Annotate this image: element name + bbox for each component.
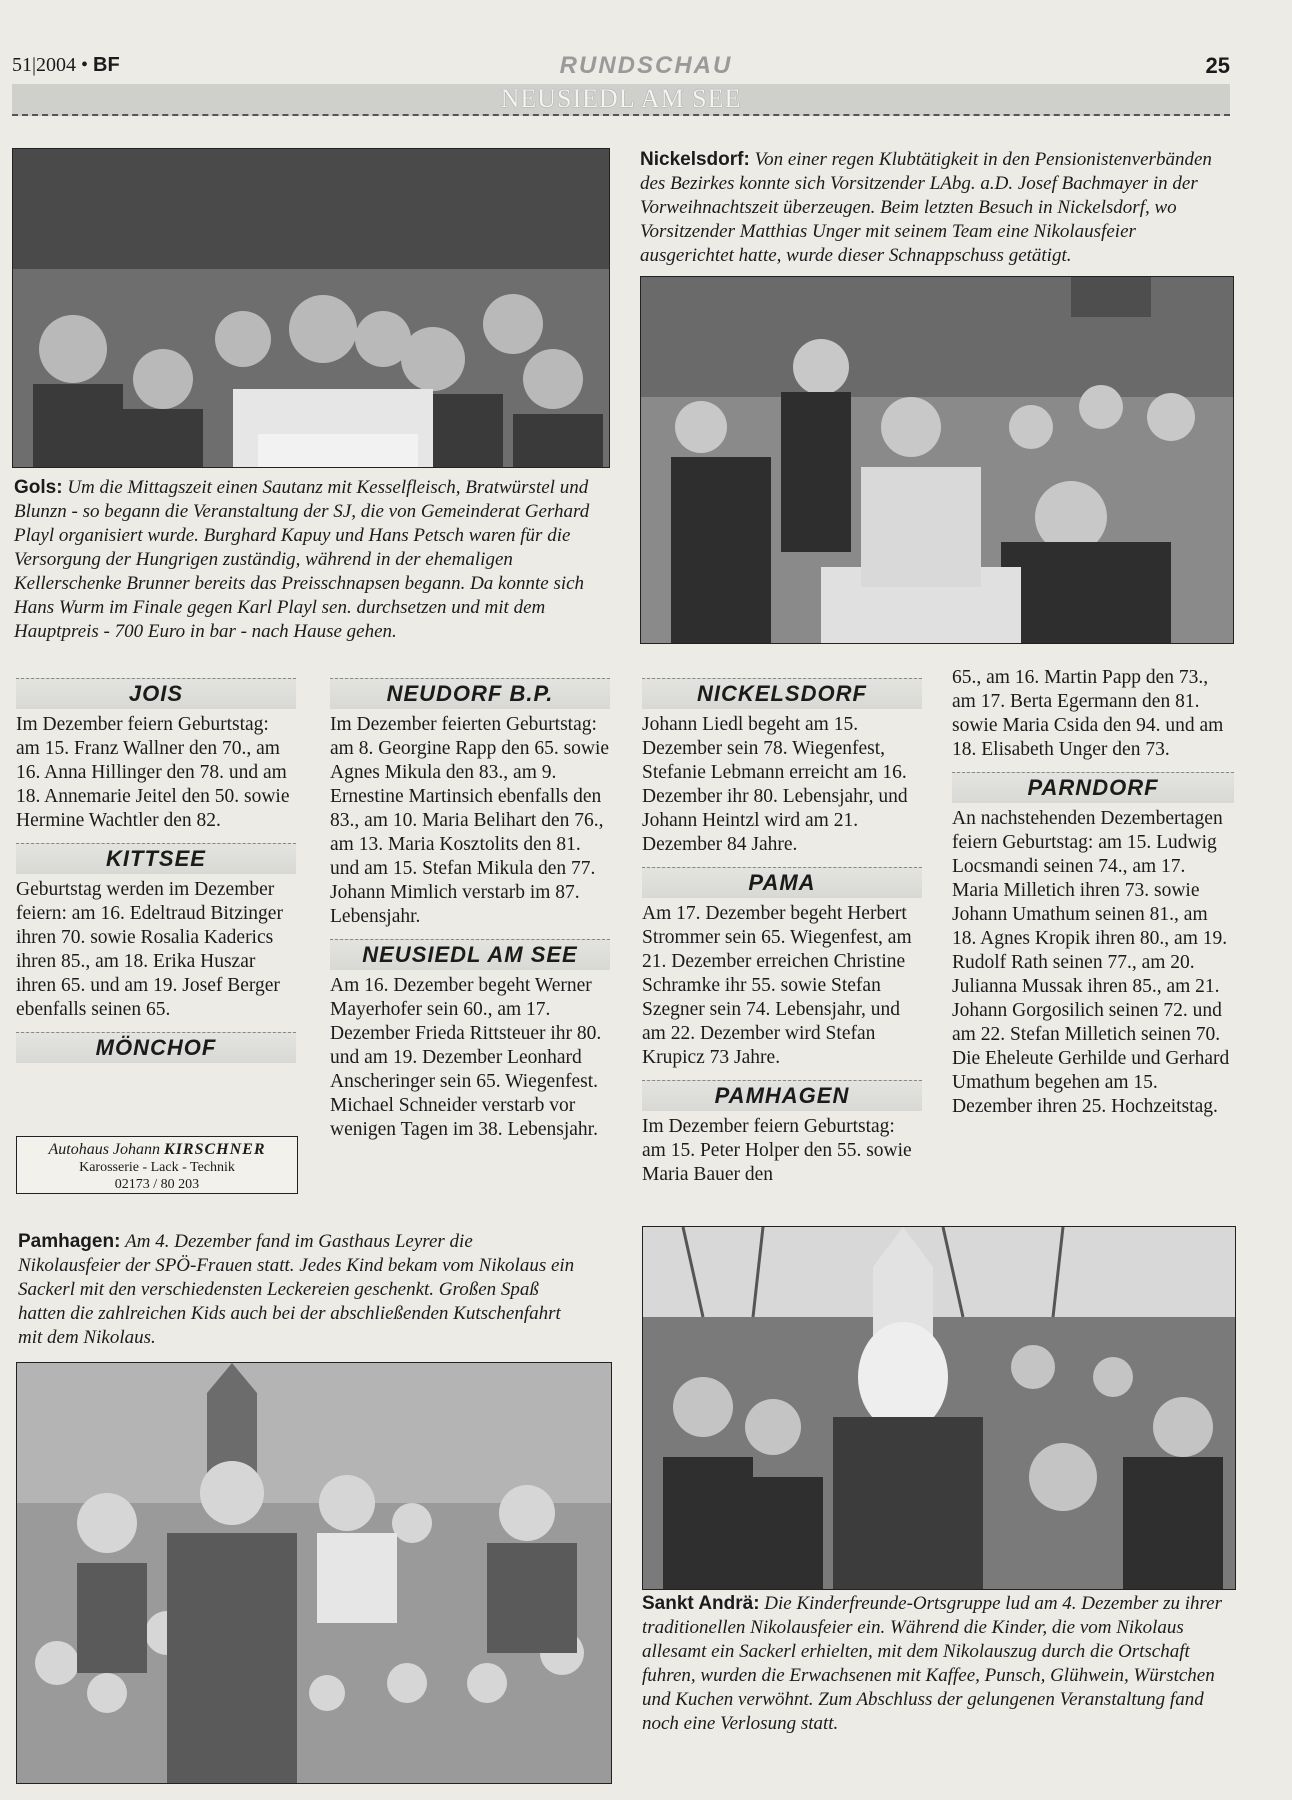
section-head-kittsee [16,843,296,874]
section-text: Am 16. Dezember begeht Werner Mayerhofer sein 60., am 17. Dezember Frieda Rittsteuer ihr 80. und am 19. Dezember Leonhard Anscheringer sein 65. Wiegenfest. [330,975,602,1092]
section-text-2: Michael Schneider verstarb vor wenigen Tagen im 38. Lebensjahr. [330,1095,598,1140]
dinner-party-photo-icon [641,277,1233,643]
caption-place: Gols: [14,477,63,498]
section-head-parndorf [952,772,1234,803]
gols-photo [12,148,610,468]
section-text-2: Die Eheleute Gerhilde und Gerhard Umathum begehen am 15. Dezember ihren 25. Hochzeitstag. [952,1048,1230,1117]
section-text: Im Dezember feierten Geburtstag: am 8. Georgine Rapp den 65. sowie Agnes Mikula den 83., am 9. Ernestine Martinsich ebenfalls den 83., am 10. Maria Belihart den 76., am 13. Maria Kosztolits den 81. und am 15. Stefan Mikula den 77. Johann Mimlich verstarb im 87. Lebensjahr. [330,714,610,927]
section-head-jois [16,678,296,709]
column-1 [16,676,296,1067]
section-text: Geburtstag werden im Dezember feiern: am 16. Edeltraud Bitzinger ihren 70. sowie Rosalia Kaderics ihren 85., am 18. Erika Huszar ihren 65. und am 19. Josef Berger ebenfalls seinen 65. [16,879,283,1020]
column-3 [642,676,922,1187]
ad-name: KIRSCHNER [164,1141,266,1158]
page-number: 25 [1205,53,1230,78]
nickelsdorf-photo [640,276,1234,644]
section-text: Im Dezember feiern Geburtstag: am 15. Franz Wallner den 70., am 16. Anna Hillinger den 78. und am 18. Annemarie Jeitel den 50. sowie Hermine Wachtler den 82. [16,714,290,831]
caption-pamhagen [18,1230,578,1350]
caption-sankt-andrae [642,1592,1238,1736]
issue-number: 51|2004 • [12,54,89,76]
caption-place: Nickelsdorf: [640,149,750,170]
section-head-moenchhof [16,1032,296,1063]
section-head-neudorf [330,678,610,709]
section-text: Am 17. Dezember begeht Herbert Strommer sein 65. Wiegenfest, am 21. Dezember erreichen Christine Schramke ihr 55. sowie Stefan Szegner sein 74. Lebensjahr, und am 22. Dezember wird Stefan Krupicz 73 Jahre. [642,903,912,1068]
caption-gols [14,476,614,644]
column-4 [952,666,1234,1119]
group-photo-icon [13,149,609,467]
caption-place: Sankt Andrä: [642,1593,760,1614]
section-text: Johann Liedl begeht am 15. Dezember sein 78. Wiegenfest, Stefanie Lebmann erreicht am 16. Dezember ihr 80. Lebensjahr, und Johann Heintzl wird am 21. Dezember 84 Jahre. [642,714,908,855]
section-head-pama [642,867,922,898]
ad-line-2: Karosserie - Lack - Technik [79,1160,235,1175]
caption-text: Am 4. Dezember fand im Gasthaus Leyrer die Nikolausfeier der SPÖ-Frauen statt. Jedes Kind bekam vom Nikolaus ein Sackerl mit den verschiedensten Leckereien geschenkt. Großen Spaß hatten die zahlreichen Kids auch bei der abschließenden Kutschenfahrt mit dem Nikolaus. [18,1231,575,1348]
section-text: Im Dezember feiern Geburtstag: am 15. Peter Holper den 55. sowie Maria Bauer den [642,1116,912,1185]
section-text-continued: 65., am 16. Martin Papp den 73., am 17. Berta Egermann den 81. sowie Maria Csida den 94. und am 18. Elisabeth Unger den 73. [952,667,1224,760]
section-title: JOIS [128,681,184,706]
region-title: NEUSIEDL AM SEE [500,84,742,113]
children-nikolaus-photo-icon [17,1363,611,1783]
caption-text: Um die Mittagszeit einen Sautanz mit Kesselfleisch, Bratwürstel und Blunzn - so begann die Veranstaltung der SJ, die von Gemeinderat Gerhard Playl organisiert wurde. Burghard Kapuy und Hans Petsch waren für die Versorgung der Hungrigen zuständig, während in der ehemaligen Kellerschenke Brunner bereits das Preisschnapsen begann. Da konnte sich Hans Wurm im Finale gegen Karl Playl sen. durchsetzen und mit dem Hauptpreis - 700 Euro in bar - nach Hause gehen. [14,477,590,642]
ad-line-1 [17,1141,297,1159]
section-title: MÖNCHOF [95,1035,217,1060]
advertisement-box [16,1136,298,1194]
section-head-pamhagen [642,1080,922,1111]
section-title: RUNDSCHAU [559,52,733,79]
section-title: NEUSIEDL AM SEE [362,942,578,967]
section-head-neusiedl [330,939,610,970]
ad-company: Autohaus Johann [48,1141,161,1158]
caption-place: Pamhagen: [18,1231,121,1252]
section-head-nickelsdorf [642,678,922,709]
section-title: PARNDORF [1027,775,1159,800]
nikolaus-street-photo-icon [643,1227,1235,1589]
section-title: NEUDORF B.P. [386,681,554,706]
caption-text: Von einer regen Klubtätigkeit in den Pensionistenverbänden des Bezirkes konnte sich Vorsitzender LAbg. a.D. Josef Bachmayer in der Vorweihnachtszeit überzeugen. Beim letzten Besuch in Nickelsdorf, wo Vorsitzender Matthias Unger mit seinem Team eine Nikolausfeier ausgerichtet hatte, wurde dieser Schnappschuss getätigt. [640,149,1212,266]
section-title: PAMA [748,870,816,895]
section-title: PAMHAGEN [714,1083,850,1108]
sankt-andrae-photo [642,1226,1236,1590]
section-title: NICKELSDORF [697,681,867,706]
brand-label: BF [93,54,120,76]
ad-phone: 02173 / 80 203 [114,1177,200,1192]
pamhagen-photo [16,1362,612,1784]
caption-text: Die Kinderfreunde-Ortsgruppe lud am 4. Dezember zu ihrer traditionellen Nikolausfeier ein. Während die Kinder, die vom Nikolaus allesamt ein Sackerl erhielten, mit dem Nikolauszug durch die Ortschaft fuhren, wurden die Erwachsenen mit Kaffee, Punsch, Glühwein, Würstchen und Kuchen verwöhnt. Zum Abschluss der gelungenen Veranstaltung fand noch eine Verlosung statt. [642,1593,1223,1734]
column-2 [330,676,610,1142]
section-title: KITTSEE [106,846,206,871]
caption-nickelsdorf [640,148,1232,268]
section-text: An nachstehenden Dezembertagen feiern Geburtstag: am 15. Ludwig Locsmandi seinen 74., am 17. Maria Milletich ihren 73. sowie Johann Umathum seinen 81., am 18. Agnes Kropik ihren 80., am 19. Rudolf Rath seinen 77., am 20. Julianna Mussak ihren 85., am 21. Johann Gorgosilich seinen 72. und am 22. Stefan Milletich seinen 70. [952,808,1228,1045]
